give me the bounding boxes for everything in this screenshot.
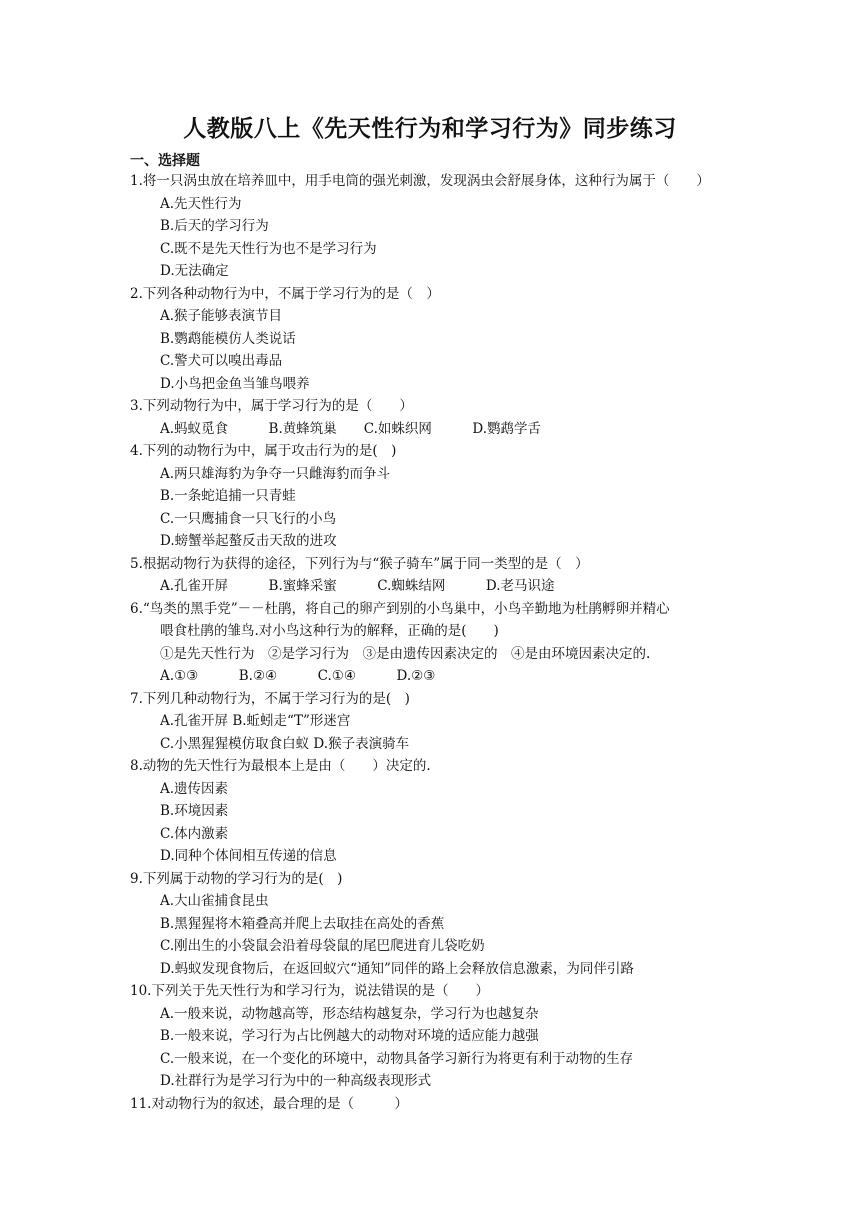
question-option: A.一般来说，动物越高等，形态结构越复杂，学习行为也越复杂 — [160, 1005, 539, 1022]
question-option: 喂食杜鹃的雏鸟.对小鸟这种行为的解释，正确的是( ) — [160, 623, 499, 639]
question-option: D.螃蟹举起螯反击天敌的进攻 — [160, 533, 337, 549]
question-option: C.既不是先天性行为也不是学习行为 — [160, 240, 377, 257]
question-stem: 4.下列的动物行为中，属于攻击行为的是( ) — [130, 443, 397, 459]
question-option: A.蚂蚁觅食 B.黄蜂筑巢 C.如蛛织网 D.鹦鹉学舌 — [160, 420, 542, 437]
question-option: C.体内激素 — [160, 825, 229, 842]
question-option: A.遗传因素 — [160, 780, 229, 797]
question-option: C.小黑猩猩模仿取食白蚁 D.猴子表演骑车 — [160, 735, 410, 752]
question-stem: 6.“鸟类的黑手党”－－杜鹃，将自己的卵产到别的小鸟巢中，小鸟辛勤地为杜鹃孵卵并精心 — [130, 600, 670, 617]
question-option: B.黑猩猩将木箱叠高并爬上去取挂在高处的香蕉 — [160, 915, 445, 932]
question-option: D.蚂蚁发现食物后，在返回蚁穴“通知”同伴的路上会释放信息激素，为同伴引路 — [160, 960, 634, 977]
question-option: D.社群行为是学习行为中的一种高级表现形式 — [160, 1073, 432, 1089]
question-stem: 9.下列属于动物的学习行为的是( ) — [130, 870, 343, 887]
question-option: D.无法确定 — [160, 263, 229, 279]
question-option: D.小鸟把金鱼当雏鸟喂养 — [160, 375, 310, 392]
question-option: B.一条蛇追捕一只青蛙 — [160, 488, 296, 504]
question-option: B.环境因素 — [160, 803, 229, 819]
document-title: 人教版八上《先天性行为和学习行为》同步练习 — [183, 116, 677, 142]
question-option: C.一般来说，在一个变化的环境中，动物具备学习新行为将更有利于动物的生存 — [160, 1050, 634, 1067]
question-stem: 2.下列各种动物行为中，不属于学习行为的是（ ） — [130, 285, 440, 302]
question-option: A.猴子能够表演节目 — [160, 308, 283, 324]
section-heading: 一、选择题 — [130, 153, 200, 169]
question-stem: 5.根据动物行为获得的途径，下列行为与“猴子骑车”属于同一类型的是（ ） — [130, 555, 589, 572]
question-option: D.同种个体间相互传递的信息 — [160, 848, 337, 864]
question-list — [130, 170, 770, 1115]
question-stem: 10.下列关于先天性行为和学习行为，说法错误的是（ ） — [130, 983, 489, 999]
question-stem: 11.对动物行为的叙述，最合理的是（ ） — [130, 1095, 408, 1112]
question-stem: 3.下列动物行为中，属于学习行为的是（ ） — [130, 398, 413, 414]
question-stem: 1.将一只涡虫放在培养皿中，用手电筒的强光刺激，发现涡虫会舒展身体，这种行为属于（ ） — [130, 173, 710, 189]
question-option: C.一只鹰捕食一只飞行的小鸟 — [160, 510, 337, 527]
question-option: A.孔雀开屏 B.蜜蜂采蜜 C.蜘蛛结网 D.老马识途 — [160, 578, 555, 594]
question-option: B.鹦鹉能模仿人类说话 — [160, 330, 296, 347]
question-option: A.先天性行为 — [160, 195, 242, 212]
question-option: A.大山雀捕食昆虫 — [160, 893, 269, 909]
question-option: C.警犬可以嗅出毒品 — [160, 353, 283, 369]
question-option: B.一般来说，学习行为占比例越大的动物对环境的适应能力越强 — [160, 1028, 539, 1044]
question-option: A.两只雄海豹为争夺一只雌海豹而争斗 — [160, 465, 391, 482]
question-option: B.后天的学习行为 — [160, 218, 269, 234]
question-option: ①是先天性行为 ②是学习行为 ③是由遗传因素决定的 ④是由环境因素决定的. — [160, 645, 651, 662]
question-stem: 7.下列几种动物行为，不属于学习行为的是( ) — [130, 690, 410, 707]
question-option: A.①③ B.②④ C.①④ D.②③ — [160, 668, 436, 684]
question-option: C.刚出生的小袋鼠会沿着母袋鼠的尾巴爬进育儿袋吃奶 — [160, 938, 485, 954]
question-stem: 8.动物的先天性行为最根本上是由（ ）决定的. — [130, 758, 431, 774]
question-option: A.孔雀开屏 B.蚯蚓走“T”形迷宫 — [160, 713, 351, 729]
